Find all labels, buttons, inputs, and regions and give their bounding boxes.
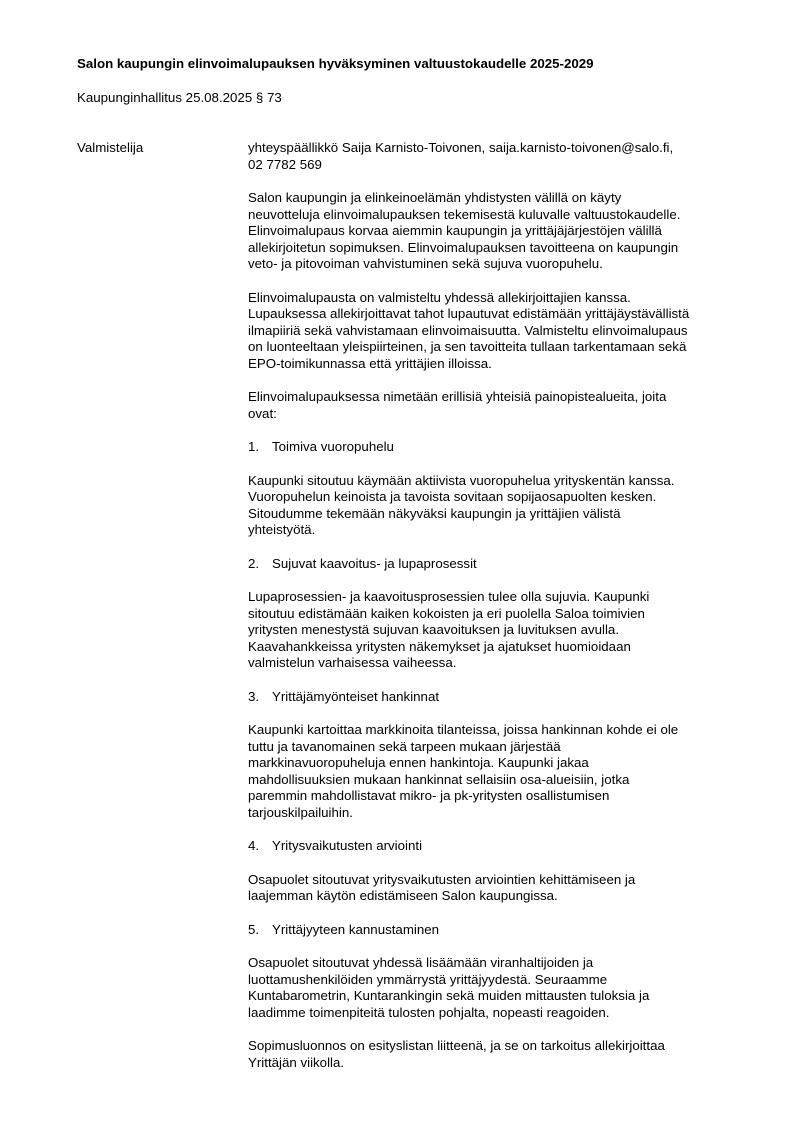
text-line: Osapuolet sitoutuvat yritysvaikutusten arviointien kehittämiseen ja	[248, 871, 636, 887]
text-line: laadimme toimenpiteitä tulosten pohjalta, nopeasti reagoiden.	[248, 1004, 610, 1020]
text-line: Vuoropuhelun keinoista ja tavoista sovitaan sopijaosapuolten kesken.	[248, 489, 657, 504]
section-heading	[248, 689, 738, 706]
text-line: Salon kaupungin ja elinkeinoelämän yhdistysten välillä on käyty	[248, 190, 622, 205]
section-number: 5.	[248, 921, 260, 937]
preparer-line: yhteyspäällikkö Saija Karnisto-Toivonen, saija.karnisto-toivonen@salo.fi,	[248, 140, 674, 155]
section-paragraph	[248, 589, 738, 672]
preparer-phone: 02 7782 569	[248, 156, 322, 172]
section-title: Yritysvaikutusten arviointi	[272, 838, 423, 853]
section-heading	[248, 556, 738, 573]
preparer-info	[248, 140, 738, 173]
text-line: on luonteeltaan yleispiirteinen, ja sen tavoitteita tullaan tarkentamaan sekä	[248, 339, 687, 354]
text-line: Kaupunki kartoittaa markkinoita tilanteissa, joissa hankinnan kohde ei ole	[248, 722, 679, 737]
section-heading	[248, 922, 738, 939]
section-paragraph	[248, 473, 738, 539]
section-heading	[248, 838, 738, 855]
text-line: allekirjoitetun sopimuksen. Elinvoimalupauksen tavoitteena on kaupungin	[248, 239, 679, 255]
text-line: ilmapiiriä sekä vahvistamaan elinvoimaisuutta. Valmisteltu elinvoimalupaus	[248, 322, 688, 338]
text-line: veto- ja pitovoiman vahvistuminen sekä sujuva vuoropuhelu.	[248, 256, 603, 271]
text-line: tuttu ja tavanomainen sekä tarpeen mukaan järjestää	[248, 738, 561, 754]
text-line: Yrittäjän viikolla.	[248, 1054, 345, 1070]
preparer-label: Valmistelija	[77, 140, 144, 155]
meeting-reference: Kaupunginhallitus 25.08.2025 § 73	[77, 90, 282, 105]
text-line: yritysten menestystä sujuvan kaavoituksen ja luvituksen avulla.	[248, 622, 620, 637]
text-line: Lupauksessa allekirjoittavat tahot lupautuvat edistämään yrittäjäystävällistä	[248, 306, 690, 321]
document-title: Salon kaupungin elinvoimalupauksen hyväksyminen valtuustokaudelle 2025-2029	[77, 56, 594, 71]
text-line: Lupaprosessien- ja kaavoitusprosessien tulee olla sujuvia. Kaupunki	[248, 589, 650, 604]
text-line: Elinvoimalupaus korvaa aiemmin kaupungin ja yrittäjäjärjestöjen välillä	[248, 223, 662, 238]
text-line: Osapuolet sitoutuvat yhdessä lisäämään viranhaltijoiden ja	[248, 955, 594, 970]
section-paragraph	[248, 722, 738, 821]
text-line: Kaavahankkeissa yritysten näkemykset ja ajatukset huomioidaan	[248, 638, 631, 654]
text-line: yhteistyötä.	[248, 522, 316, 537]
text-line: ovat:	[248, 405, 277, 421]
section-number: 4.	[248, 838, 260, 853]
text-line: EPO-toimikunnassa että yrittäjien illoissa.	[248, 355, 492, 371]
section-heading	[248, 439, 738, 456]
section-title: Sujuvat kaavoitus- ja lupaprosessit	[272, 555, 477, 571]
closing-paragraph	[248, 1038, 738, 1071]
text-line: sitoutuu edistämään kaiken kokoisten ja eri puolella Saloa toimivien	[248, 605, 645, 621]
section-title: Yrittäjämyönteiset hankinnat	[272, 688, 440, 704]
intro-paragraph	[248, 290, 738, 373]
section-number: 2.	[248, 555, 260, 571]
intro-paragraph	[248, 389, 738, 422]
text-line: neuvotteluja elinvoimalupauksen tekemisestä kuluvalle valtuustokaudelle.	[248, 206, 681, 222]
text-line: mahdollisuuksien mukaan hankinnat sellaisiin osa-alueisiin, jotka	[248, 771, 630, 787]
text-line: tarjouskilpailuihin.	[248, 804, 353, 820]
text-line: valmistelun varhaisessa vaiheessa.	[248, 655, 457, 670]
text-line: luottamushenkilöiden ymmärrystä yrittäjyydestä. Seuraamme	[248, 971, 608, 987]
section-number: 3.	[248, 688, 260, 704]
text-line: Sopimusluonnos on esityslistan liitteenä, ja se on tarkoitus allekirjoittaa	[248, 1038, 665, 1053]
text-line: markkinavuoropuheluja ennen hankintoja. Kaupunki jakaa	[248, 755, 589, 770]
text-line: Elinvoimalupauksessa nimetään erillisiä yhteisiä painopistealueita, joita	[248, 389, 667, 404]
section-title: Yrittäjyyteen kannustaminen	[272, 921, 440, 937]
section-paragraph	[248, 872, 738, 905]
section-title: Toimiva vuoropuhelu	[272, 439, 394, 454]
text-line: Kuntabarometrin, Kuntarankingin sekä muiden mittausten tuloksia ja	[248, 988, 650, 1003]
intro-paragraph	[248, 190, 738, 273]
text-line: Sitoudumme tekemään näkyväksi kaupungin ja yrittäjien välistä	[248, 505, 621, 521]
section-number: 1.	[248, 439, 260, 454]
text-line: paremmin mahdollistavat mikro- ja pk-yritysten osallistumisen	[248, 788, 610, 803]
section-paragraph	[248, 955, 738, 1021]
text-line: Elinvoimalupausta on valmisteltu yhdessä allekirjoittajien kanssa.	[248, 289, 631, 305]
text-line: Kaupunki sitoutuu käymään aktiivista vuoropuhelua yrityskentän kanssa.	[248, 472, 675, 488]
text-line: laajemman käytön edistämiseen Salon kaupungissa.	[248, 888, 558, 903]
document-body	[248, 140, 738, 1088]
